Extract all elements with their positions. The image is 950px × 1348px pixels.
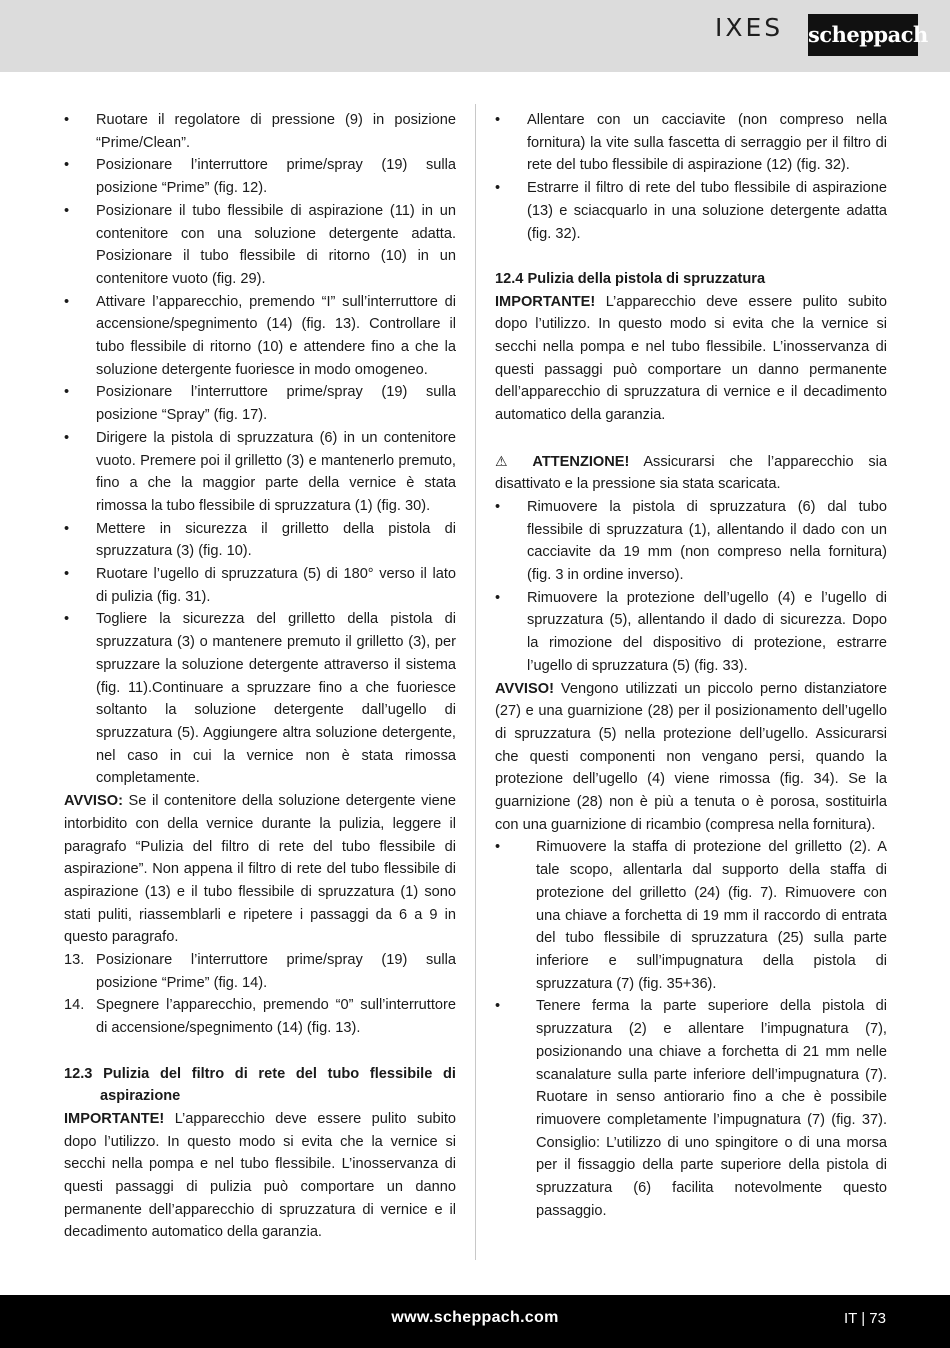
important-label: IMPORTANTE! bbox=[495, 293, 596, 310]
warning-triangle-icon: ⚠ bbox=[495, 452, 519, 469]
list-item: • Allentare con un cacciavite (non compreso nella fornitura) la vite sulla fascetta di serraggio per il filtro di rete del tubo flessibile di aspirazione (12) (fig. 32). bbox=[495, 109, 887, 177]
notice-text: Se il contenitore della soluzione detergente viene intorbidito con della vernice durante la pulizia, leggere il paragrafo “Pulizia del filtro di rete del tubo flessibile di aspirazione”. Non appena il filtro di rete del tubo flessibile di aspirazione (13) e il tubo flessibile di spruzzatura (1) sono stati puliti, riassemblarli e ripetere i passaggi da 6 a 9 in questo paragrafo. bbox=[64, 793, 456, 946]
list-item: • Dirigere la pistola di spruzzatura (6) in un contenitore vuoto. Premere poi il grilletto (3) e mantenerlo premuto, fino a che la maggior parte della vernice è stata rimossa la tubo flessibile di spruzzatura (1) (fig. 30). bbox=[64, 427, 456, 518]
list-item: • Rimuovere la pistola di spruzzatura (6) dal tubo flessibile di spruzzatura (1), allentando il dado con un cacciavite da 19 mm (non compreso nella fornitura) (fig. 3 in ordine inverso). bbox=[495, 496, 887, 587]
list-item: • Rimuovere la staffa di protezione del grilletto (2). A tale scopo, allentarla dal supporto della staffa di protezione del grilletto (24) (fig. 7). Rimuovere con una chiave a forchetta di 19 mm il raccordo di entrata del tubo flessibile di spruzzatura (25) sulla parte inferiore e sull’impugnatura della pistola di spruzzatura (7) (fig. 35+36). bbox=[495, 836, 887, 995]
important-paragraph bbox=[64, 1108, 456, 1244]
left-column bbox=[64, 109, 456, 1244]
list-item: • Mettere in sicurezza il grilletto della pistola di spruzzatura (3) (fig. 10). bbox=[64, 518, 456, 563]
section-heading: 12.4 Pulizia della pistola di spruzzatura bbox=[495, 270, 766, 287]
step-text: Posizionare l’interruttore prime/spray (19) sulla posizione “Prime” (fig. 14). bbox=[96, 952, 456, 991]
list-item: • Ruotare l’ugello di spruzzatura (5) di 180° verso il lato di pulizia (fig. 31). bbox=[64, 563, 456, 608]
list-item: • Posizionare l’interruttore prime/spray (19) sulla posizione “Prime” (fig. 12). bbox=[64, 154, 456, 199]
important-paragraph bbox=[495, 291, 887, 427]
list-item: • Tenere ferma la parte superiore della pistola di spruzzatura (2) e allentare l’impugnatura (7), posizionando una chiave a forchetta di 21 mm nelle scanalature sulla parte inferiore dell’impugnatura (7). Ruotare in senso antiorario fino a che è possibile rimuovere completamente l’impugnatura (7) (fig. 37). Consiglio: L’utilizzo di uno spingitore o di una morsa per il fissaggio della parte superiore della pistola di spruzzatura (6) facilita notevolmente questo passaggio. bbox=[495, 995, 887, 1222]
right-column bbox=[495, 109, 887, 1222]
step-text: Spegnere l’apparecchio, premendo “0” sull’interruttore di accensione/spegnimento (14) (fig. 13). bbox=[96, 997, 456, 1037]
notice-paragraph bbox=[64, 790, 456, 949]
step-number: 14. bbox=[64, 997, 85, 1014]
page-header bbox=[0, 0, 950, 72]
list-item: • Ruotare il regolatore di pressione (9) in posizione “Prime/Clean”. bbox=[64, 109, 456, 154]
ixes-logo: IXES bbox=[715, 13, 784, 42]
warning-text: Assicurarsi che l’apparecchio sia disattivato e la pressione sia stata scaricata. bbox=[495, 453, 887, 493]
notice-label: AVVISO: bbox=[64, 793, 123, 810]
list-item: • Posizionare il tubo flessibile di aspirazione (11) in un contenitore con una soluzione detergente adatta. Posizionare il tubo flessibile di ritorno (10) in un contenitore vuoto (fig. 29). bbox=[64, 200, 456, 291]
important-text: L’apparecchio deve essere pulito subito dopo l’utilizzo. In questo modo si evita che la vernice si secchi nella pompa e nel tubo flessibile. L’inosservanza di questi passaggi può comportare un danno permanente dell’apparecchio di spruzzatura di vernice e il decadimento automatico della garanzia. bbox=[495, 293, 887, 424]
step-number: 13. bbox=[64, 952, 85, 969]
column-divider bbox=[475, 104, 476, 1260]
numbered-step bbox=[64, 994, 456, 1039]
important-text: L’apparecchio deve essere pulito subito dopo l’utilizzo. In questo modo si evita che la vernice si secchi nella pompa e nel tubo flessibile. L’inosservanza di questi passaggi di pulizia può comportare un danno permanente dell’apparecchio di spruzzatura di vernice e il decadimento automatico della garanzia. bbox=[64, 1110, 456, 1241]
list-item: • Attivare l’apparecchio, premendo “I” sull’interruttore di accensione/spegnimento (14) (fig. 13). Controllare il tubo flessibile di ritorno (10) e attendere fino a che la soluzione detergente fuoriesce in modo omogeneo. bbox=[64, 291, 456, 382]
warning-paragraph bbox=[495, 450, 887, 496]
scheppach-logo: scheppach bbox=[808, 14, 918, 56]
notice-label: AVVISO! bbox=[495, 680, 554, 697]
numbered-step bbox=[64, 949, 456, 994]
page-number: IT | 73 bbox=[844, 1310, 886, 1327]
page-footer bbox=[0, 1295, 950, 1348]
list-item: • Rimuovere la protezione dell’ugello (4) e l’ugello di spruzzatura (5), allentando il dado di sicurezza. Dopo la rimozione del dispositivo di protezione, estrarre l’ugello di spruzzatura (5) (fig. 33). bbox=[495, 587, 887, 678]
list-item: • Estrarre il filtro di rete del tubo flessibile di aspirazione (13) e sciacquarlo in una soluzione detergente adatta (fig. 32). bbox=[495, 177, 887, 245]
warning-label: ATTENZIONE! bbox=[518, 453, 630, 470]
section-heading: 12.3 Pulizia del filtro di rete del tubo flessibile di aspirazione bbox=[64, 1065, 456, 1105]
website-link[interactable]: www.scheppach.com bbox=[391, 1309, 559, 1326]
notice-paragraph bbox=[495, 678, 887, 837]
notice-text: Vengono utilizzati un piccolo perno distanziatore (27) e una guarnizione (28) per il posizionamento dell’ugello di spruzzatura (5) nella protezione dell’ugello. Assicurarsi che questi componenti non vengano persi, quando la protezione dell’ugello (4) viene rimossa (fig. 34). Se la guarnizione (28) non è più a tenuta o è porosa, sostituirla con una guarnizione di ricambio (compresa nella fornitura). bbox=[495, 680, 887, 833]
important-label: IMPORTANTE! bbox=[64, 1110, 165, 1127]
list-item: • Posizionare l’interruttore prime/spray (19) sulla posizione “Spray” (fig. 17). bbox=[64, 381, 456, 426]
list-item: • Togliere la sicurezza del grilletto della pistola di spruzzatura (3) o mantenere premuto il grilletto (3), per spruzzare la soluzione detergente attraverso il sistema (fig. 11).Continuare a spruzzare fino a che fuoriesce soltanto la soluzione detergente dall’ugello di spruzzatura (5). Aggiungere altra soluzione detergente, nel caso in cui la vernice non è stata rimossa completamente. bbox=[64, 608, 456, 790]
